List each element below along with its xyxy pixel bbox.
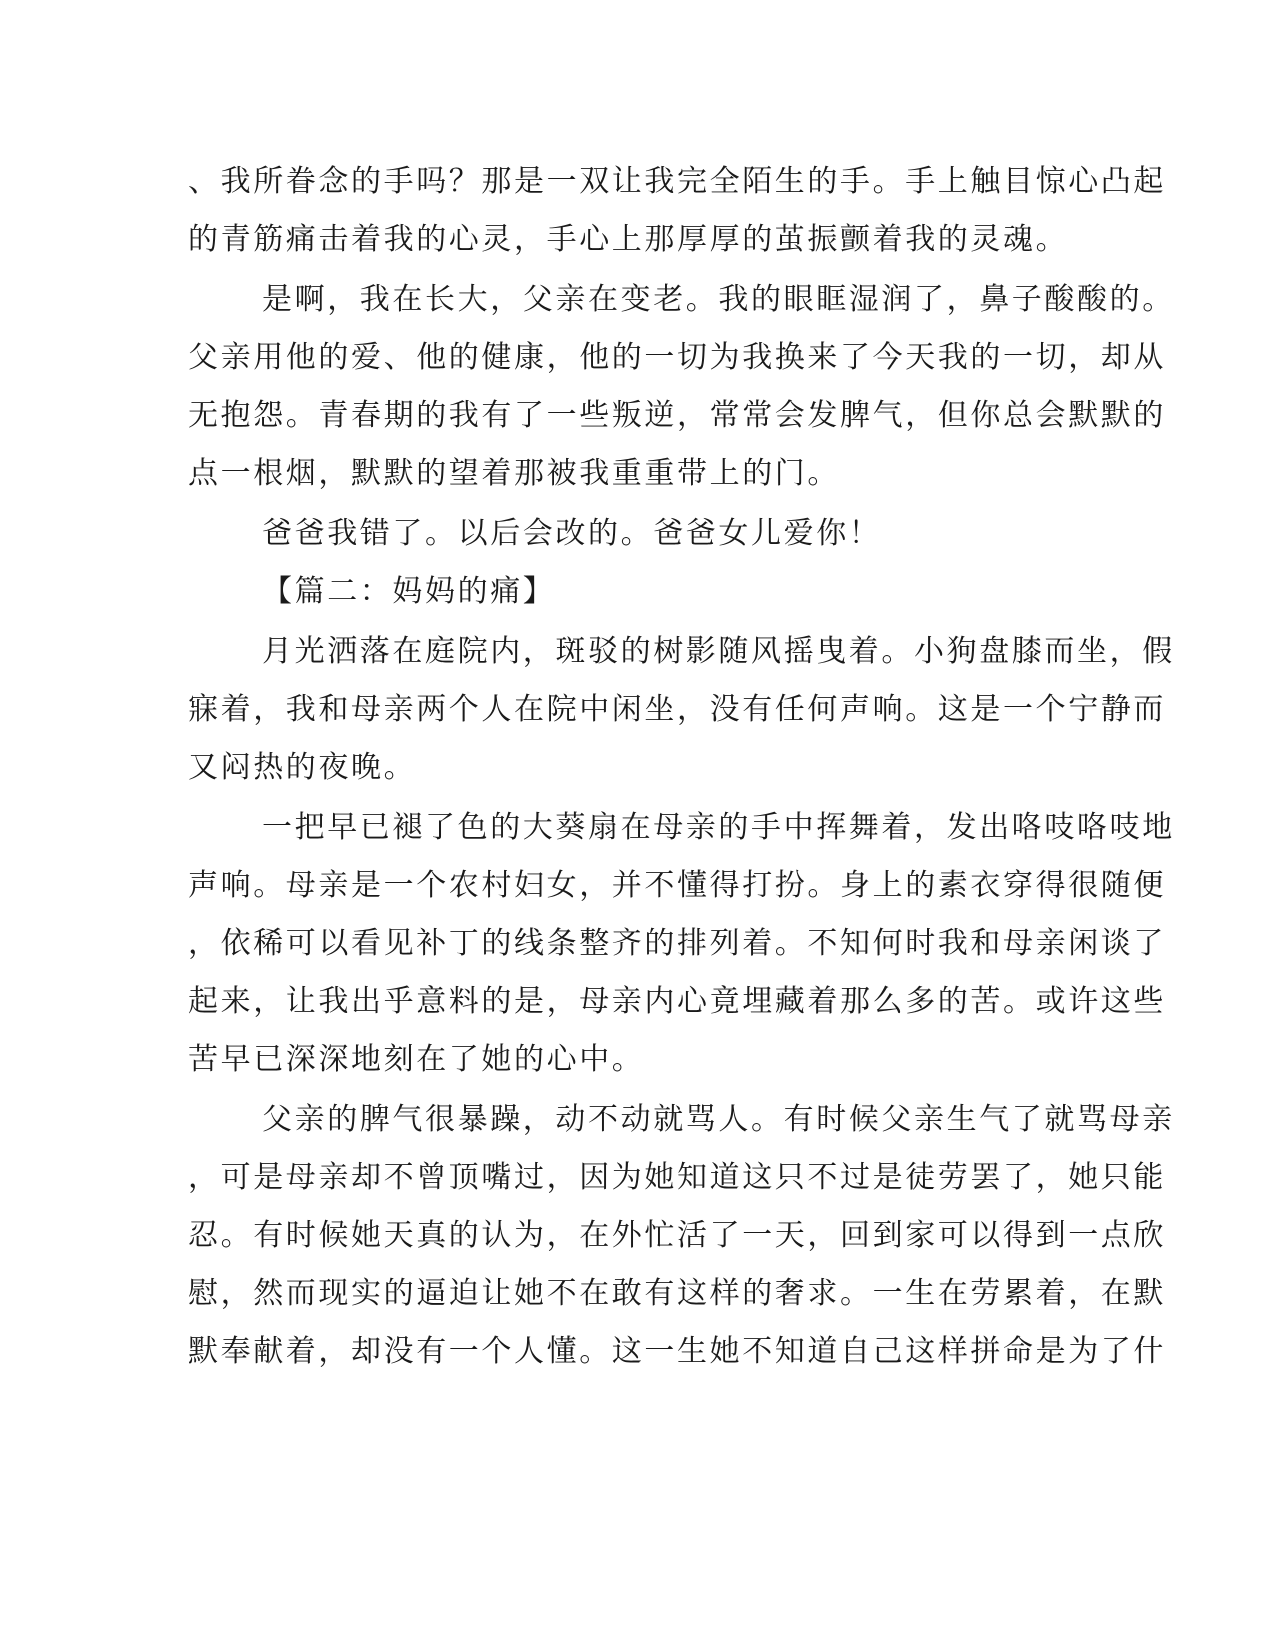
text-line: 的青筋痛击着我的心灵，手心上那厚厚的茧振颤着我的灵魂。 — [188, 222, 1069, 257]
text-line: 声响。母亲是一个农村妇女，并不懂得打扮。身上的素衣穿得很随便 — [188, 868, 1166, 903]
paragraph-start-line: 月光洒落在庭院内，斑驳的树影随风摇曳着。小狗盘膝而坐，假 — [262, 634, 1175, 669]
paragraph-start-line: 是啊，我在长大，父亲在变老。我的眼眶湿润了，鼻子酸酸的。 — [262, 282, 1175, 317]
text-line: 父亲用他的爱、他的健康，他的一切为我换来了今天我的一切，却从 — [188, 340, 1166, 375]
text-line: 起来，让我出乎意料的是，母亲内心竟埋藏着那么多的苦。或许这些 — [188, 984, 1166, 1019]
paragraph-start-line: 父亲的脾气很暴躁，动不动就骂人。有时候父亲生气了就骂母亲 — [262, 1102, 1175, 1137]
text-line: 寐着，我和母亲两个人在院中闲坐，没有任何声响。这是一个宁静而 — [188, 692, 1166, 727]
text-line: 慰，然而现实的逼迫让她不在敢有这样的奢求。一生在劳累着，在默 — [188, 1276, 1166, 1311]
section-heading: 【篇二：妈妈的痛】 — [262, 574, 556, 609]
paragraph-start-line: 一把早已褪了色的大葵扇在母亲的手中挥舞着，发出咯吱咯吱地 — [262, 810, 1175, 845]
text-line: 苦早已深深地刻在了她的心中。 — [188, 1042, 645, 1077]
text-line: 忍。有时候她天真的认为，在外忙活了一天，回到家可以得到一点欣 — [188, 1218, 1166, 1253]
text-line: 无抱怨。青春期的我有了一些叛逆，常常会发脾气，但你总会默默的 — [188, 398, 1166, 433]
paragraph-start-line: 爸爸我错了。以后会改的。爸爸女儿爱你！ — [262, 516, 882, 551]
text-line: ，依稀可以看见补丁的线条整齐的排列着。不知何时我和母亲闲谈了 — [188, 926, 1166, 961]
text-line: 默奉献着，却没有一个人懂。这一生她不知道自己这样拼命是为了什 — [188, 1334, 1166, 1369]
text-line: 又闷热的夜晚。 — [188, 750, 417, 785]
text-line: ，可是母亲却不曾顶嘴过，因为她知道这只不过是徒劳罢了，她只能 — [188, 1160, 1166, 1195]
text-line: 点一根烟，默默的望着那被我重重带上的门。 — [188, 456, 840, 491]
text-line: 、我所眷念的手吗？那是一双让我完全陌生的手。手上触目惊心凸起 — [188, 164, 1166, 199]
